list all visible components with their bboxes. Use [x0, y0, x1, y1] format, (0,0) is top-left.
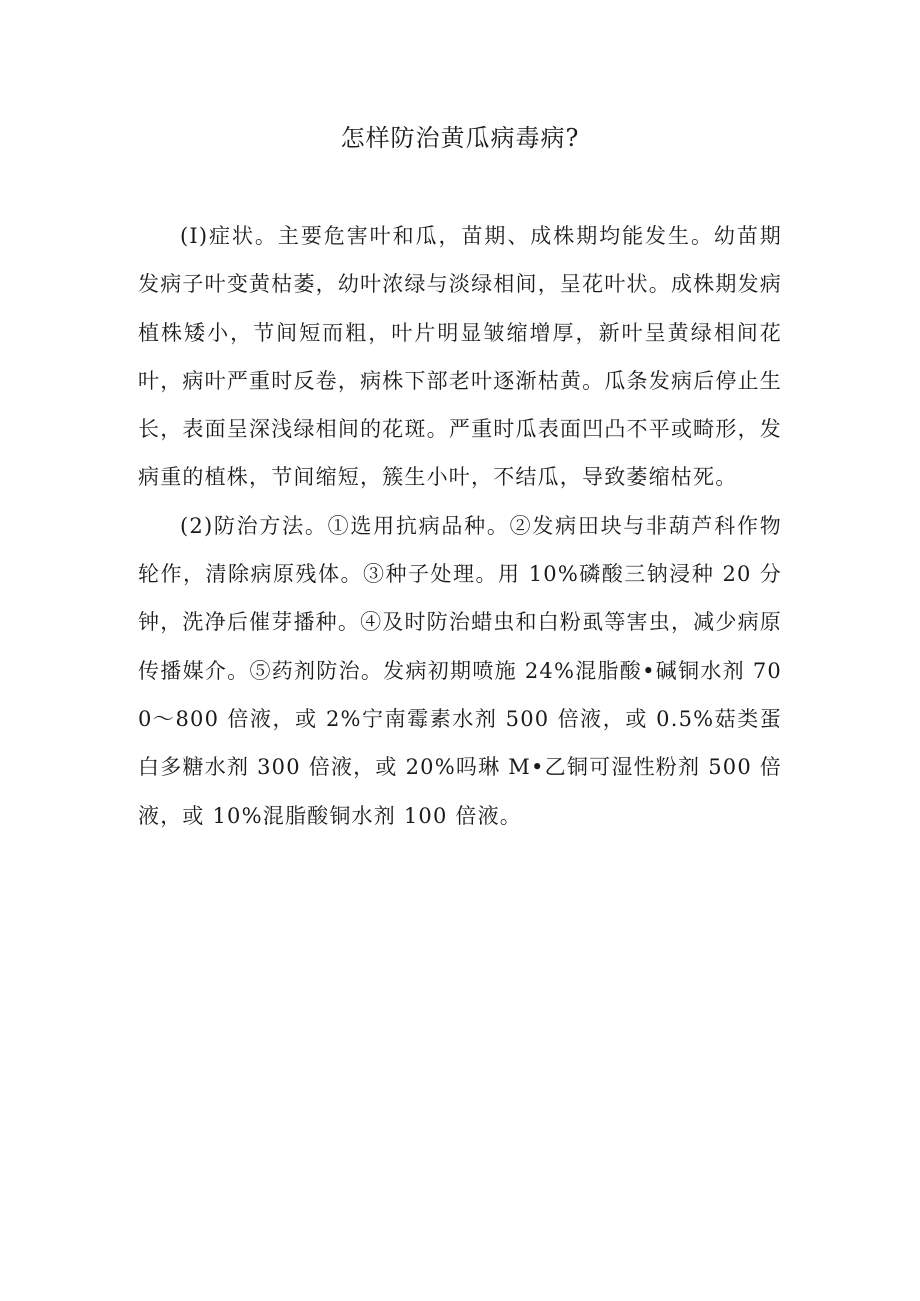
paragraph-prevention: (2)防治方法。①选用抗病品种。②发病田块与非葫芦科作物轮作，清除病原残体。③种子处理。用 10%磷酸三钠浸种 20 分钟，洗净后催芽播种。④及时防治蜡虫和白粉虱等害虫，减少病原传播媒介。⑤药剂防治。发病初期喷施 24%混脂酸•碱铜水剂 700～800 倍液，或 2%宁南霉素水剂 500 倍液，或 0.5%菇类蛋白多糖水剂 300 倍液，或 20%吗琳 M•乙铜可湿性粉剂 500 倍液，或 10%混脂酸铜水剂 100 倍液。 [138, 513, 782, 828]
document-body [138, 212, 782, 840]
document-title: 怎样防治黄瓜病毒病? [340, 124, 580, 152]
paragraph-symptoms: (I)症状。主要危害叶和瓜，苗期、成株期均能发生。幼苗期发病子叶变黄枯萎，幼叶浓绿与淡绿相间，呈花叶状。成株期发病植株矮小，节间短而粗，叶片明显皱缩增厚，新叶呈黄绿相间花叶，病叶严重时反卷，病株下部老叶逐渐枯黄。瓜条发病后停止生长，表面呈深浅绿相间的花斑。严重时瓜表面凹凸不平或畸形，发病重的植株，节间缩短，簇生小叶，不结瓜，导致萎缩枯死。 [138, 224, 782, 490]
